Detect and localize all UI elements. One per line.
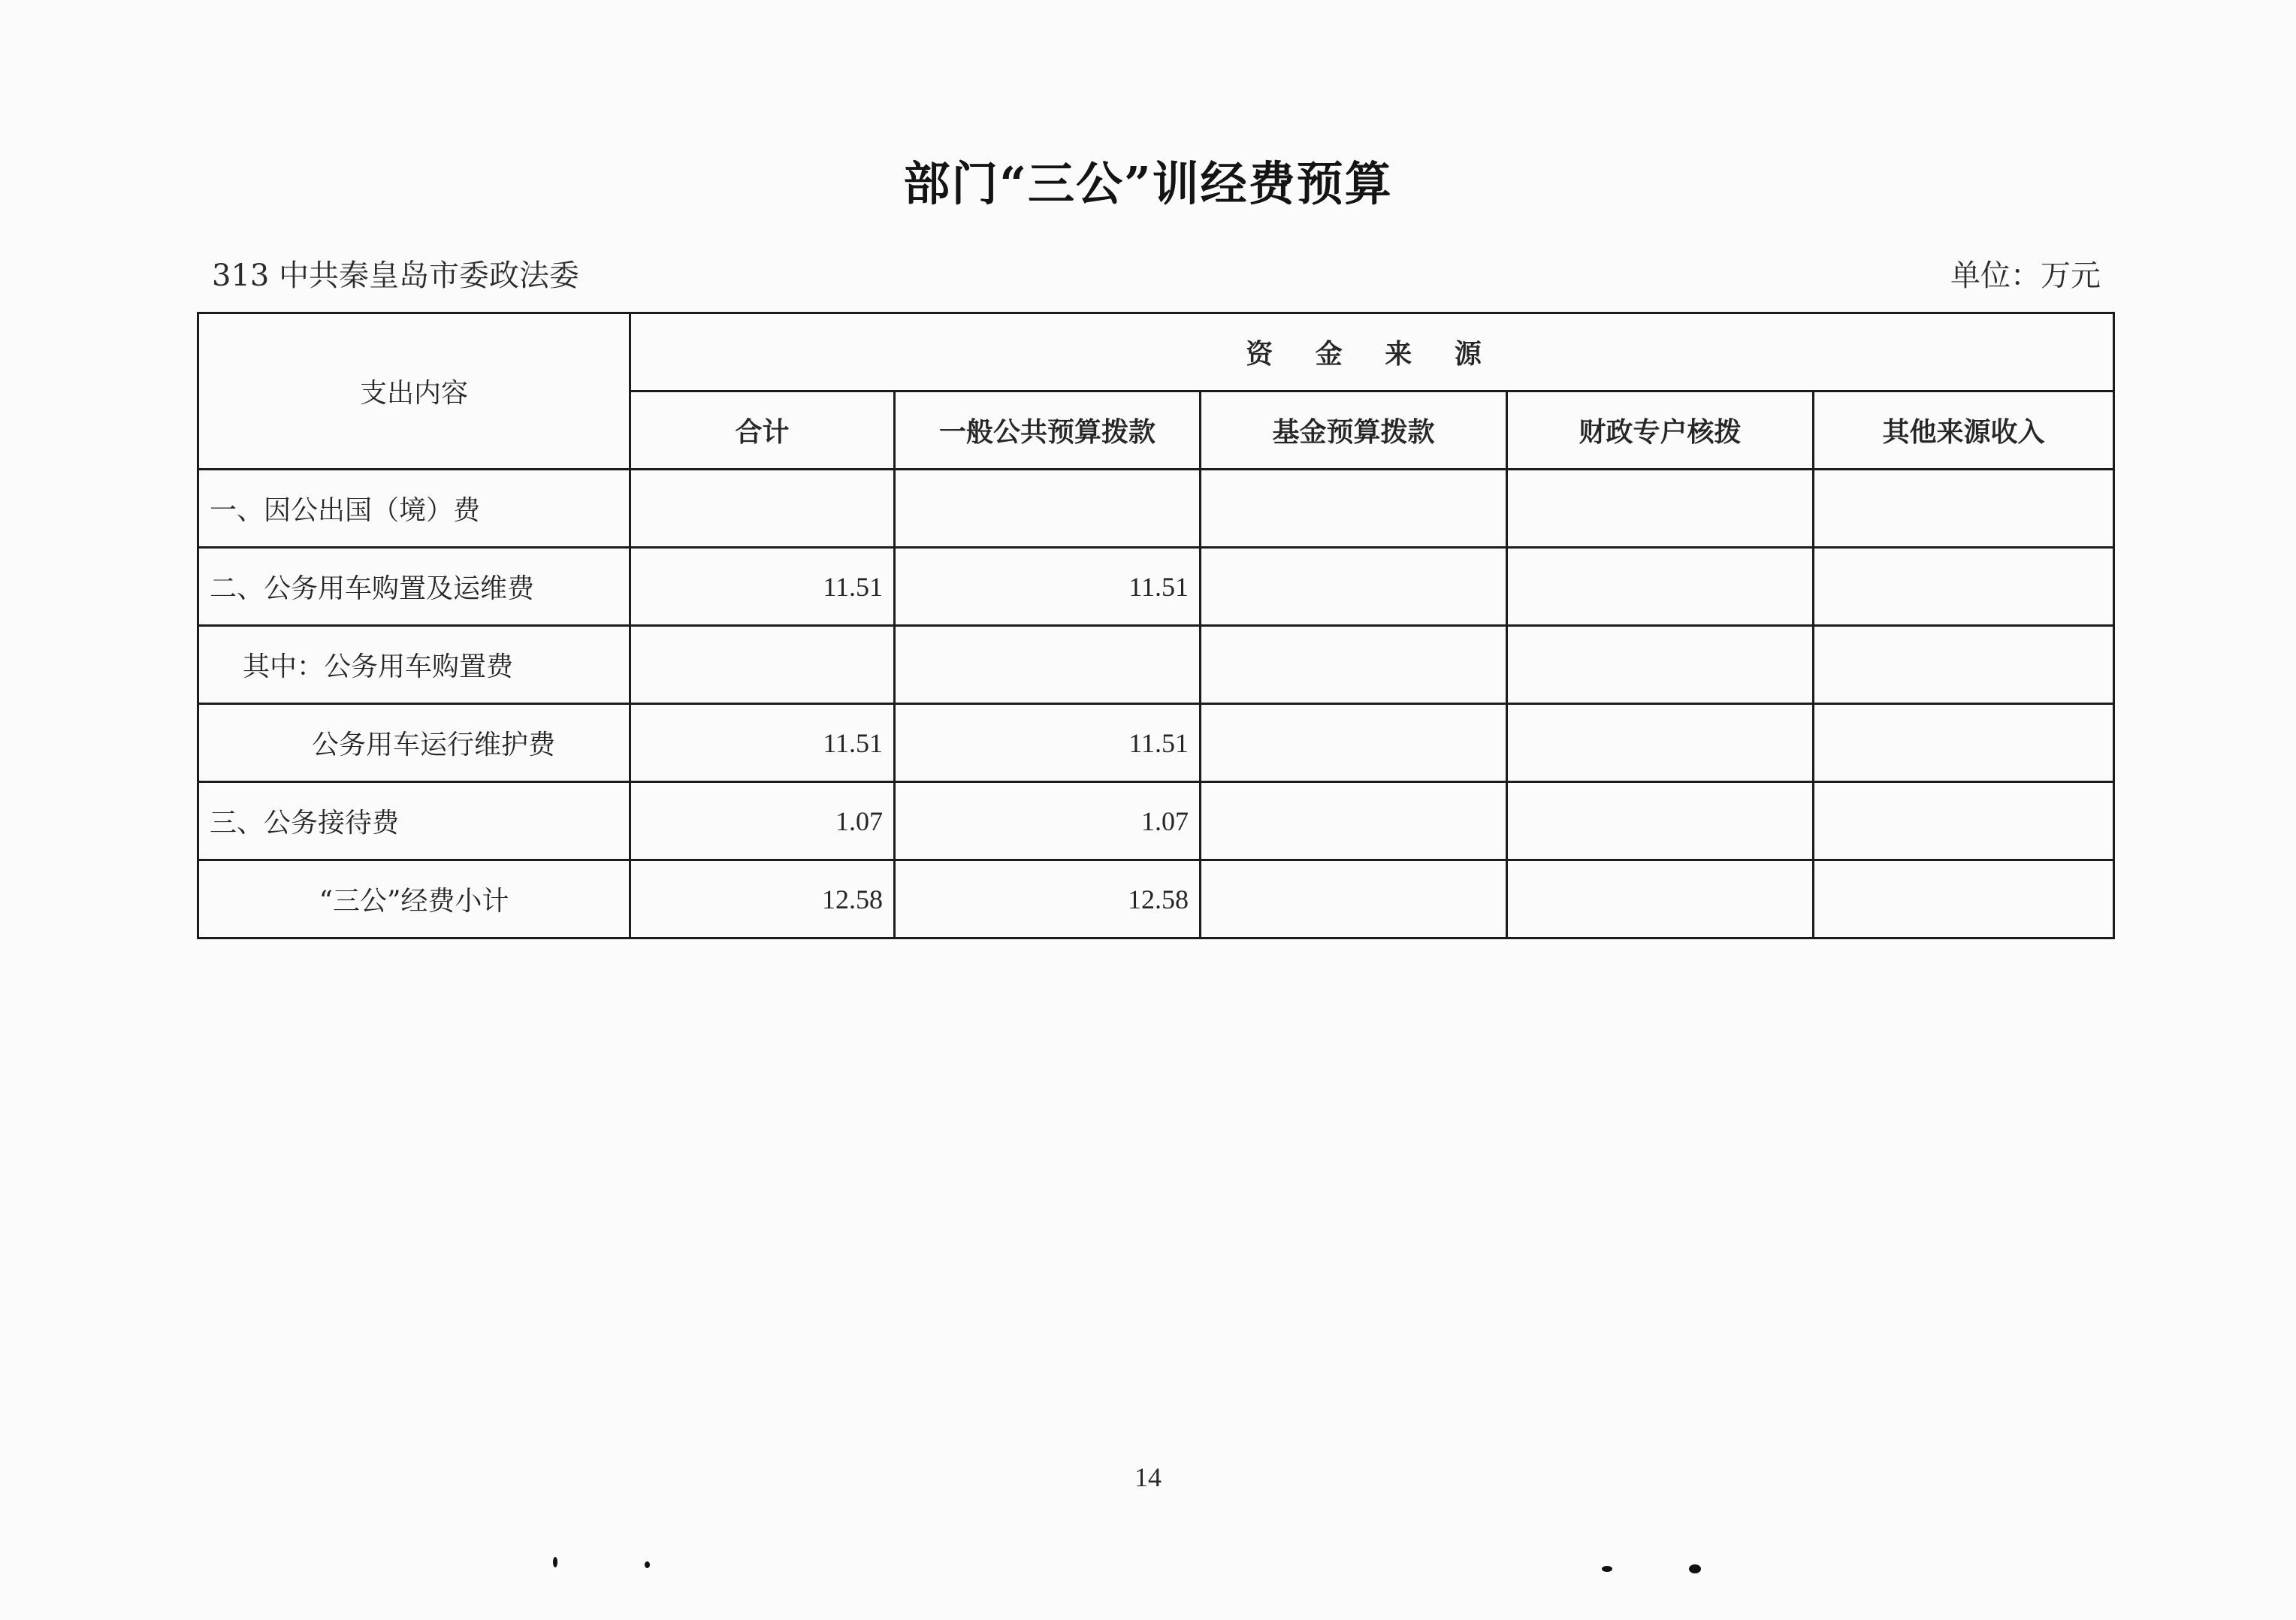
cell-general-budget: 11.51 (895, 704, 1201, 782)
cell-other-income (1814, 782, 2114, 860)
table-row (198, 626, 2114, 704)
page-title: 部门“三公”训经费预算 (903, 156, 1393, 211)
cell-special-account (1507, 470, 1814, 548)
cell-general-budget (895, 626, 1201, 704)
cell-total: 12.58 (630, 860, 895, 938)
cell-fund-budget (1201, 860, 1507, 938)
cell-total (630, 626, 895, 704)
cell-general-budget (895, 470, 1201, 548)
budget-table (197, 312, 2115, 939)
column-header-special-account: 财政专户核拨 (1507, 391, 1814, 470)
cell-general-budget: 11.51 (895, 548, 1201, 626)
column-header-expenditure: 支出内容 (198, 313, 630, 470)
cell-special-account (1507, 860, 1814, 938)
cell-general-budget: 12.58 (895, 860, 1201, 938)
cell-special-account (1507, 548, 1814, 626)
cell-other-income (1814, 860, 2114, 938)
column-header-fund-budget: 基金预算拨款 (1201, 391, 1507, 470)
cell-other-income (1814, 626, 2114, 704)
cell-fund-budget (1201, 470, 1507, 548)
scan-speck (1602, 1566, 1612, 1572)
cell-total: 11.51 (630, 548, 895, 626)
column-header-other-income: 其他来源收入 (1814, 391, 2114, 470)
table-row-subtotal (198, 860, 2114, 938)
cell-general-budget: 1.07 (895, 782, 1201, 860)
cell-other-income (1814, 548, 2114, 626)
scan-speck (1689, 1564, 1701, 1573)
cell-fund-budget (1201, 704, 1507, 782)
table-header-row (198, 313, 2114, 391)
organization-name: 313 中共秦皇岛市委政法委 (212, 258, 580, 293)
row-label: 其中：公务用车购置费 (198, 626, 630, 704)
column-header-general-budget: 一般公共预算拨款 (895, 391, 1201, 470)
scan-speck (645, 1561, 650, 1568)
cell-special-account (1507, 782, 1814, 860)
cell-total: 1.07 (630, 782, 895, 860)
column-header-funding-source: 资 金 来 源 (630, 313, 2114, 391)
cell-total (630, 470, 895, 548)
table-row (198, 470, 2114, 548)
row-label: 二、公务用车购置及运维费 (198, 548, 630, 626)
row-label: 三、公务接待费 (198, 782, 630, 860)
cell-other-income (1814, 470, 2114, 548)
row-label: 公务用车运行维护费 (198, 704, 630, 782)
unit-label: 单位：万元 (1950, 258, 2101, 293)
table-row (198, 782, 2114, 860)
table-row (198, 704, 2114, 782)
row-label: “三公”经费小计 (198, 860, 630, 938)
row-label: 一、因公出国（境）费 (198, 470, 630, 548)
cell-other-income (1814, 704, 2114, 782)
scan-speck (553, 1557, 557, 1567)
cell-total: 11.51 (630, 704, 895, 782)
cell-special-account (1507, 704, 1814, 782)
column-header-total: 合计 (630, 391, 895, 470)
cell-fund-budget (1201, 626, 1507, 704)
cell-fund-budget (1201, 548, 1507, 626)
table-row (198, 548, 2114, 626)
cell-fund-budget (1201, 782, 1507, 860)
page-number: 14 (1134, 1462, 1162, 1492)
cell-special-account (1507, 626, 1814, 704)
